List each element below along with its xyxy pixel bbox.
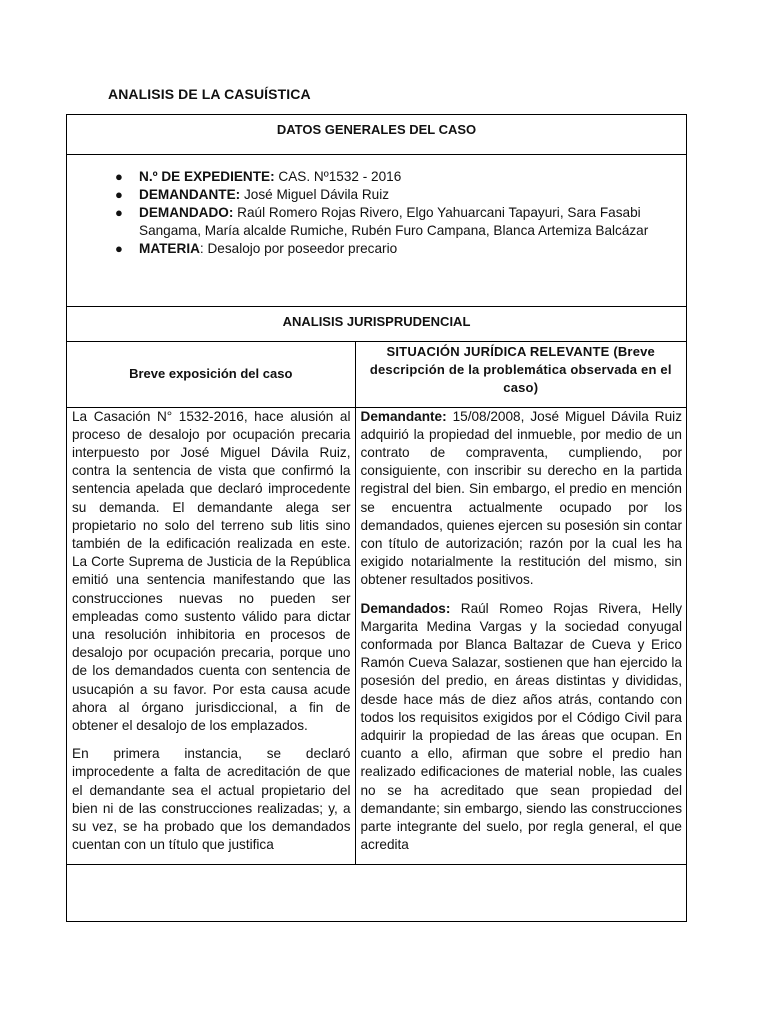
list-item-demandante: ● DEMANDANTE: José Miguel Dávila Ruiz [115,186,390,202]
bullet-icon: ● [115,204,123,220]
general-data-header: DATOS GENERALES DEL CASO [67,115,686,154]
general-data-cell [67,154,686,306]
bullet-icon: ● [115,186,123,202]
plaintiff-paragraph: Demandante: 15/08/2008, José Miguel Dávila Ruiz adquirió la propiedad del inmueble, por medio de un contrato de compraventa, cumpliendo, por consiguiente, con inscribir su derecho en la partida registral del bien. Sin embargo, el predio en mención se encuentra actualmente ocupado por los demandados, quienes ejercen su posesión sin contar con título de autorización; razón por la cual les ha exigido notarialmente la restitución del mismo, sin obtener resultados positivos. [360,408,682,588]
list-item-demandado: ● DEMANDADO: Raúl Romero Rojas Rivero, Elgo Yahuarcani Tapayuri, Sara Fasabi Sangama, María alcalde Rumiche, Rubén Furo Campana, Blanca Artemiza Balcázar [115,204,649,238]
bullet-icon: ● [115,240,123,256]
case-summary-paragraph: En primera instancia, se declaró improcedente a falta de acreditación de que el demandante sea el actual propietario del bien ni de las construcciones realizadas; y, a su vez, se ha probado que los demandados cuentan con un título que justifica [72,746,351,853]
case-analysis-table-frame [66,114,687,922]
bullet-icon: ● [115,168,123,184]
column-header-legal-situation: SITUACIÓN JURÍDICA RELEVANTE (Breve descripción de la problemática observada en el caso) [355,341,686,407]
general-data-list [113,168,668,258]
defendants-paragraph: Demandados: Raúl Romeo Rojas Rivera, Helly Margarita Medina Vargas y la sociedad conyugal conformada por Blanca Baltazar de Cueva y Erico Ramón Cueva Salazar, sostienen que han ejercido la posesión del predio, en áreas distintas y divididas, desde hace más de diez años atrás, contando con todos los requisitos exigidos por el Código Civil para adquirir la propiedad de las áreas que ocupan. En cuanto a ello, afirman que sobre el predio han realizado edificaciones de material noble, las cuales no se ha acreditado que sean propiedad del demandante; sin embargo, siendo las construcciones parte integrante del suelo, por regla general, el que acredita [360,600,682,853]
case-summary-cell [67,407,355,865]
list-item-expediente: ● N.º DE EXPEDIENTE: CAS. Nº1532 - 2016 [115,168,402,184]
case-analysis-table [67,115,686,865]
column-header-case-summary: Breve exposición del caso [67,341,355,407]
case-summary-paragraph: La Casación N° 1532-2016, hace alusión al proceso de desalojo por ocupación precaria interpuesto por José Miguel Dávila Ruiz, contra la sentencia de vista que confirmó la sentencia apelada que declaró improcedente su demanda. El demandante alega ser propietario no solo del terreno sub litis sino también de la edificación realizada en este. La Corte Suprema de Justicia de la República emitió una sentencia manifestando que las construcciones nuevas no pueden ser empleadas como sustento válido para dictar una resolución inhibitoria en procesos de desalojo por ocupación precaria, porque uno de los demandados cuenta con sentencia de usucapión a su favor. Por esta causa acude ahora al órgano jurisdiccional, a fin de obtener el desalojo de los emplazados. [72,408,351,733]
document-title: ANALISIS DE LA CASUÍSTICA [108,86,311,102]
jurisprudence-header: ANALISIS JURISPRUDENCIAL [67,306,686,341]
list-item-materia: ● MATERIA: Desalojo por poseedor precario [115,240,398,256]
legal-situation-cell [355,407,686,865]
